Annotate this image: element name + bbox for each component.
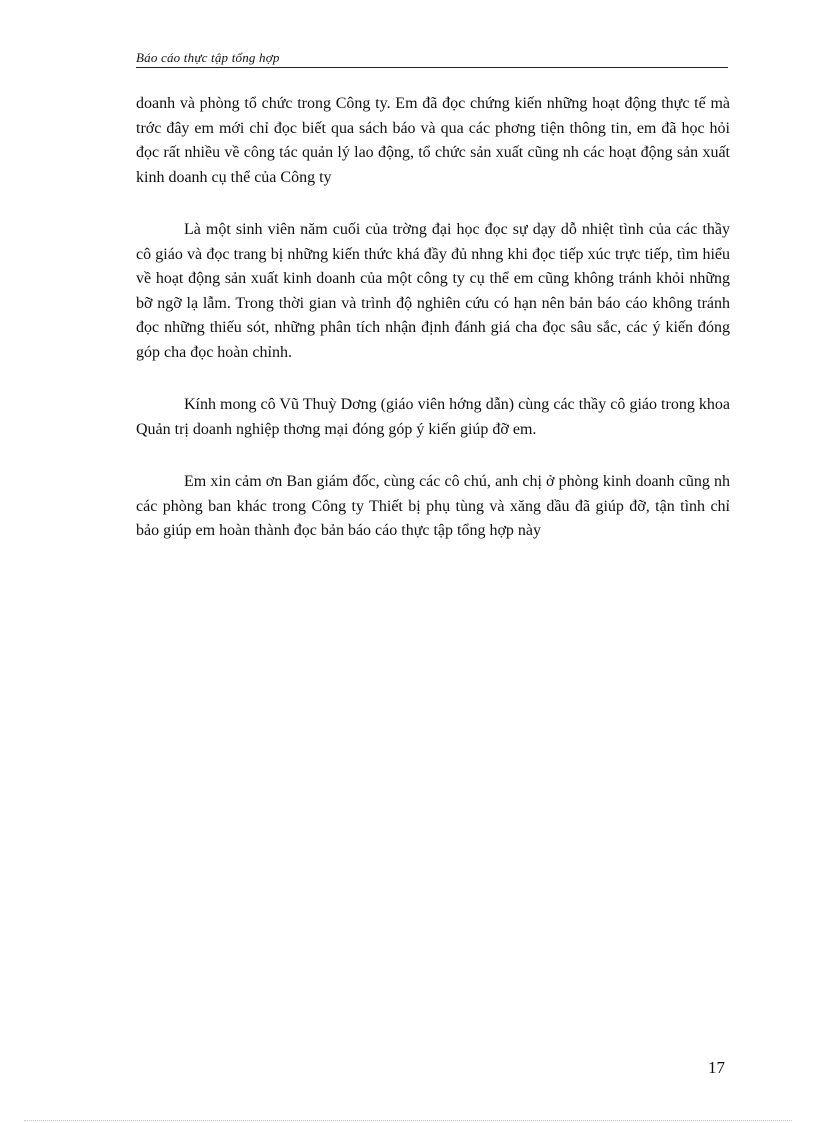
document-body: [136, 92, 730, 572]
page-number: 17: [708, 1058, 725, 1077]
paragraph-2: Là một sinh viên năm cuối của trờng đại học đọc sự dạy dỗ nhiệt tình của các thầy cô giáo và đọc trang bị những kiến thức khá đầy đủ nhng khi đọc tiếp xúc trực tiếp, tìm hiểu về hoạt động sản xuất kinh doanh của một công ty cụ thể em cũng không tránh khỏi những bỡ ngỡ lạ lẫm. Trong thời gian và trình độ nghiên cứu có hạn nên bản báo cáo không tránh đọc những thiếu sót, những phân tích nhận định đánh giá cha đọc sâu sắc, các ý kiến đóng góp cha đọc hoàn chỉnh.: [136, 221, 730, 361]
header-rule: [136, 67, 728, 68]
header-title: Báo cáo thực tập tổng hợp: [136, 50, 280, 65]
paragraph-4: Em xin cảm ơn Ban giám đốc, cùng các cô chú, anh chị ở phòng kinh doanh cũng nh các phòng ban khác trong Công ty Thiết bị phụ tùng và xăng dầu đã giúp đỡ, tận tình chỉ bảo giúp em hoàn thành đọc bản báo cáo thực tập tổng hợp này: [136, 473, 730, 539]
paragraph-3: Kính mong cô Vũ Thuỳ Dơng (giáo viên hớng dẫn) cùng các thầy cô giáo trong khoa Quản trị doanh nghiệp thơng mại đóng góp ý kiến giúp đỡ em.: [136, 396, 730, 438]
page-header: [136, 50, 726, 72]
page-bottom-border: [24, 1120, 792, 1121]
paragraph-1: doanh và phòng tổ chức trong Công ty. Em đã đọc chứng kiến những hoạt động thực tế mà trớc đây em mới chỉ đọc biết qua sách báo và qua các phơng tiện thông tin, em đã học hỏi đọc rất nhiều về công tác quản lý lao động, tổ chức sản xuất cũng nh các hoạt động sản xuất kinh doanh cụ thể của Công ty: [136, 95, 730, 186]
